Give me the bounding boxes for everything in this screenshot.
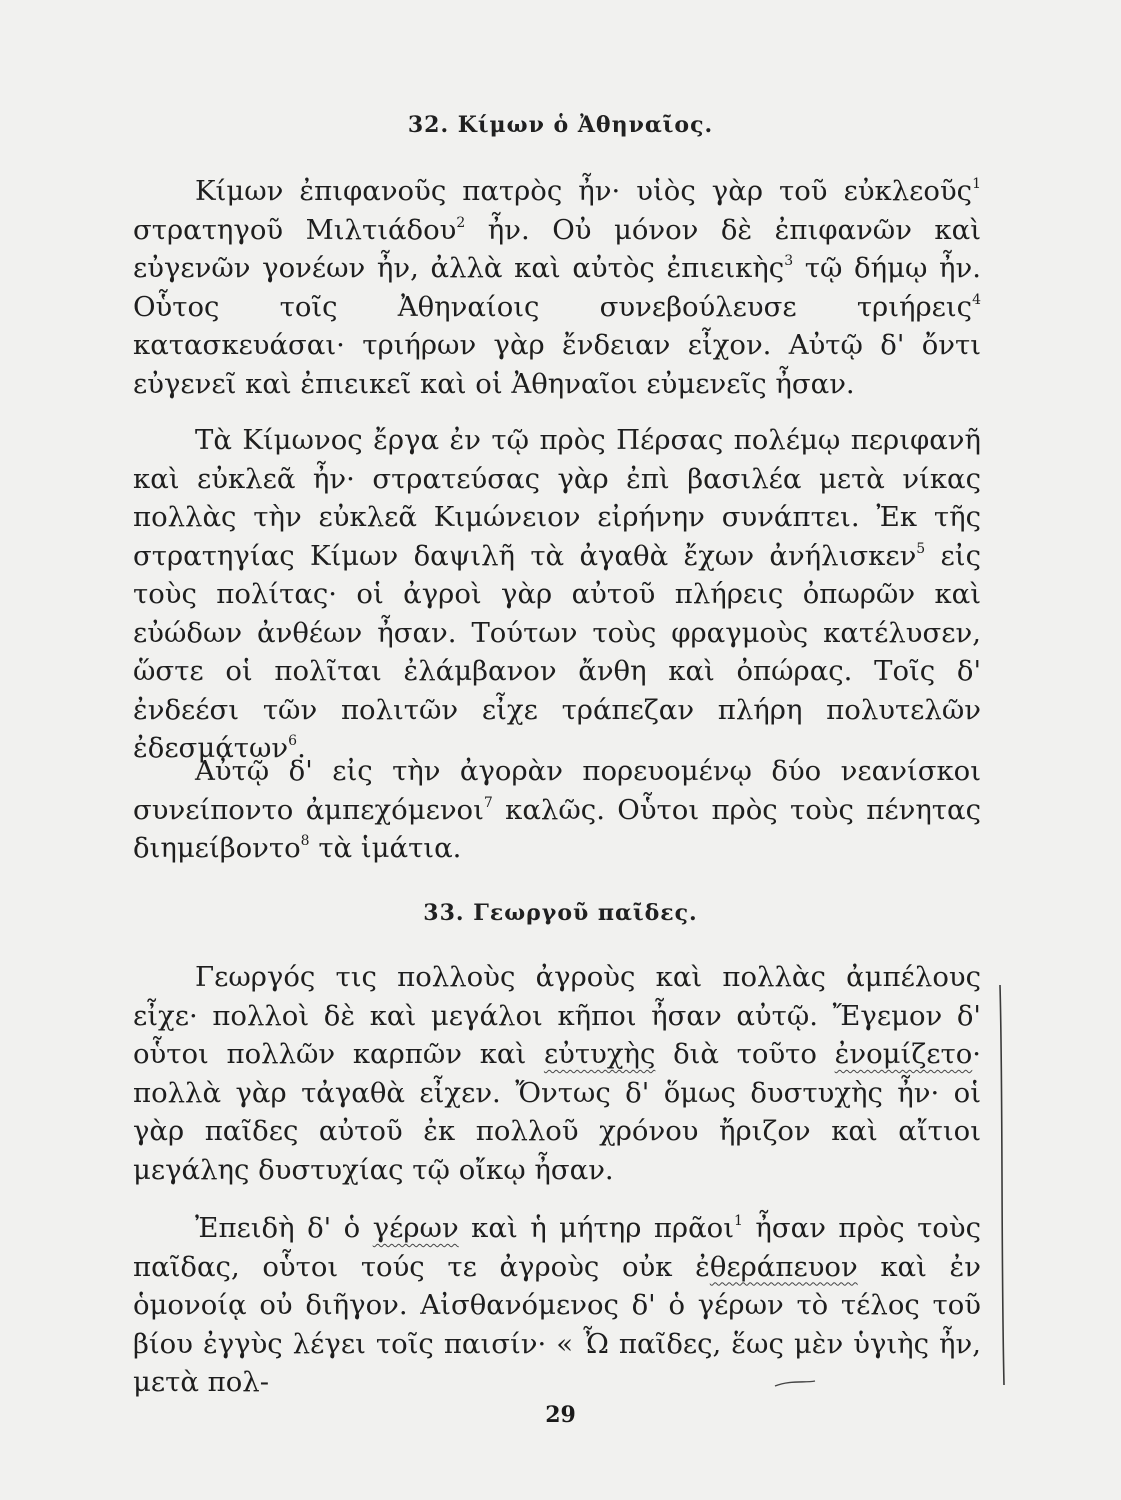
footnote-ref-2: 2 — [456, 214, 466, 231]
footnote-ref-4: 4 — [972, 291, 981, 308]
footnote-ref-7: 7 — [483, 794, 493, 811]
handwritten-underline-word: γέρων — [372, 1212, 459, 1244]
paragraph-2: Τὰ Κίμωνος ἔργα ἐν τῷ πρὸς Πέρσας πολέμῳ περιφανῆ καὶ εὐκλεᾶ ἦν· στρατεύσας γὰρ ἐπὶ βασιλέα μετὰ νίκας πολλὰς τὴν εὐκλεᾶ Κιμώνειον εἰρήνην συνάπτει. Ἐκ τῆς στρατηγίας Κίμων δαψιλῆ τὰ ἀγαθὰ ἔχων ἀνήλισκεν$^5$ εἰς τοὺς πολίτας· οἱ ἀγροὶ γὰρ αὐτοῦ πλήρεις ὀπωρῶν καὶ εὐώδων ἀνθέων ἦσαν. Τούτων τοὺς φραγμοὺς κατέλυσεν, ὥστε οἱ πολῖται ἐλάμβανον ἄνθη καὶ ὀπώρας. Τοῖς δ' ἐνδεέσι τῶν πολιτῶν εἶχε τράπεζαν πλήρη πολυτελῶν ἐδεσμάτων$^6$. — [133, 424, 981, 764]
footnote-ref-6: 6 — [288, 733, 298, 749]
footnote-ref-1b: 1 — [734, 1213, 743, 1229]
footnote-ref-1: 1 — [972, 176, 981, 192]
footnote-ref-5: 5 — [916, 540, 926, 557]
handwritten-underline-word: ἐνομίζετο — [834, 1038, 973, 1070]
section-heading-33: 33. Γεωργοῦ παῖδες. — [423, 900, 698, 926]
footnote-ref-3: 3 — [784, 253, 794, 269]
paragraph-4: Γεωργός τις πολλοὺς ἀγροὺς καὶ πολλὰς ἀμπέλους εἶχε· πολλοὶ δὲ καὶ μεγάλοι κῆποι ἦσαν αὐτῷ. Ἔγεμον δ' οὗτοι πολλῶν καρπῶν καὶ εὐτυχὴς διὰ τοῦτο ἐνομίζετο· πολλὰ γὰρ τἀγαθὰ εἶχεν. Ὄντως δ' ὅμως δυστυχὴς ἦν· οἱ γὰρ παῖδες αὐτοῦ ἐκ πολλοῦ χρόνου ἤριζον καὶ αἴτιοι μεγάλης δυστυχίας τῷ οἴκῳ ἦσαν. — [133, 961, 981, 1186]
paragraph-5: Ἐπειδὴ δ' ὁ γέρων καὶ ἡ μήτηρ πρᾶοι$^1$ ἦσαν πρὸς τοὺς παῖδας, οὗτοι τούς τε ἀγροὺς οὐκ ἐθεράπευον καὶ ἐν ὁμονοίᾳ οὐ διῆγον. Αἰσθανόμενος δ' ὁ γέρων τὸ τέλος τοῦ βίου ἐγγὺς λέγει τοῖς παισίν· « Ὦ παῖδες, ἕως μὲν ὑγιὴς ἦν, μετὰ πολ- — [133, 1212, 981, 1398]
page-number: 29 — [545, 1402, 576, 1428]
paragraph-1: Κίμων ἐπιφανοῦς πατρὸς ἦν· υἱὸς γὰρ τοῦ εὐκλεοῦς$^1$ στρατηγοῦ Μιλτιάδου$^2$ ἦν. Οὐ μόνον δὲ ἐπιφανῶν καὶ εὐγενῶν γονέων ἦν, ἀλλὰ καὶ αὐτὸς ἐπιεικὴς$^3$ τῷ δήμῳ ἦν. Οὗτος τοῖς Ἀθηναίοις συνεβούλευσε τριήρεις$^4$ κατασκευάσαι· τριήρων γὰρ ἔνδειαν εἶχον. Αὐτῷ δ' ὄντι εὐγενεῖ καὶ ἐπιεικεῖ καὶ οἱ Ἀθηναῖοι εὐμενεῖς ἦσαν. — [133, 175, 981, 400]
footnote-ref-8: 8 — [300, 833, 310, 849]
section-heading-32: 32. Κίμων ὁ Ἀθηναῖος. — [407, 112, 714, 138]
handwritten-underline-word: θεράπευον — [709, 1250, 858, 1283]
paragraph-3: Αὐτῷ δ' εἰς τὴν ἀγορὰν πορευομένῳ δύο νεανίσκοι συνείποντο ἀμπεχόμενοι$^7$ καλῶς. Οὗτοι πρὸς τοὺς πένητας διημείβοντο$^8$ τὰ ἱμάτια. — [133, 755, 981, 864]
handwritten-underline-word: εὐτυχὴς — [543, 1038, 656, 1070]
